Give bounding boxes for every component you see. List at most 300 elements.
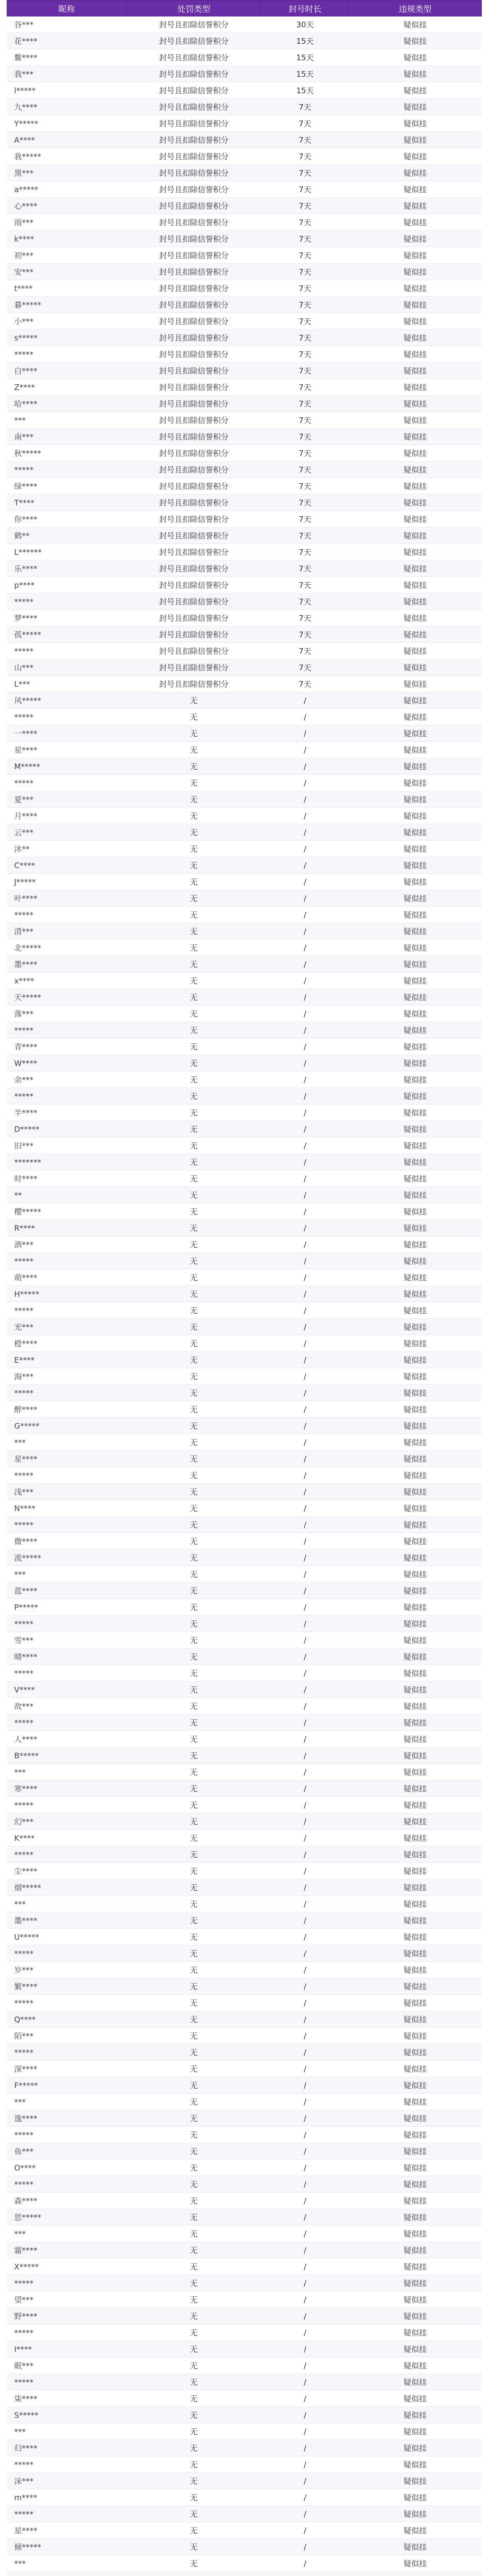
cell-nick: 光***: [7, 1319, 127, 1335]
table-row: [7, 363, 482, 379]
cell-duration: /: [262, 1500, 349, 1517]
cell-violation-type: 疑似挂: [349, 1962, 482, 1978]
cell-duration: /: [262, 2325, 349, 2341]
cell-nick: ***: [7, 1764, 127, 1781]
cell-punish-type: 无: [127, 1830, 262, 1846]
table-row: [7, 2061, 482, 2077]
cell-violation-type: 疑似挂: [349, 2077, 482, 2094]
cell-violation-type: 疑似挂: [349, 841, 482, 857]
cell-violation-type: 疑似挂: [349, 1286, 482, 1302]
cell-violation-type: 疑似挂: [349, 544, 482, 561]
cell-nick: *****: [7, 1022, 127, 1039]
cell-duration: /: [262, 2193, 349, 2209]
cell-duration: /: [262, 758, 349, 775]
table-row: [7, 396, 482, 412]
cell-duration: /: [262, 1368, 349, 1385]
table-row: [7, 2456, 482, 2473]
cell-duration: /: [262, 2011, 349, 2028]
table-row: [7, 791, 482, 808]
cell-duration: 15天: [262, 49, 349, 66]
header-punish-type: 处罚类型: [127, 1, 262, 16]
cell-punish-type: 无: [127, 1764, 262, 1781]
table-row: [7, 1418, 482, 1434]
cell-nick: [7, 2572, 127, 2576]
cell-duration: /: [262, 1797, 349, 1814]
table-row: [7, 824, 482, 841]
table-row: [7, 2077, 482, 2094]
cell-punish-type: 无: [127, 1204, 262, 1220]
cell-violation-type: 疑似挂: [349, 511, 482, 528]
cell-nick: ***: [7, 2226, 127, 2242]
cell-violation-type: 疑似挂: [349, 791, 482, 808]
cell-violation-type: 疑似挂: [349, 610, 482, 626]
cell-punish-type: 无: [127, 2308, 262, 2325]
cell-nick: 初***: [7, 247, 127, 264]
table-row: [7, 2028, 482, 2044]
cell-violation-type: 疑似挂: [349, 956, 482, 973]
table-row: [7, 1039, 482, 1055]
cell-duration: /: [262, 1814, 349, 1830]
cell-nick: *****: [7, 594, 127, 610]
table-row: [7, 2110, 482, 2127]
cell-nick: l*****: [7, 82, 127, 99]
cell-punish-type: 无: [127, 1171, 262, 1187]
cell-nick: 青****: [7, 1039, 127, 1055]
table-row: [7, 2358, 482, 2374]
cell-nick: 雨***: [7, 214, 127, 231]
table-row: [7, 1863, 482, 1879]
cell-punish-type: 无: [127, 2489, 262, 2506]
cell-nick: G*****: [7, 1418, 127, 1434]
cell-nick: *****: [7, 2176, 127, 2193]
cell-violation-type: 疑似挂: [349, 1335, 482, 1352]
table-row: [7, 478, 482, 495]
cell-nick: p****: [7, 577, 127, 594]
cell-duration: /: [262, 2094, 349, 2110]
cell-punish-type: 无: [127, 2176, 262, 2193]
cell-violation-type: 疑似挂: [349, 1978, 482, 1995]
cell-duration: /: [262, 1253, 349, 1269]
cell-duration: /: [262, 1533, 349, 1550]
table-row: [7, 2094, 482, 2110]
cell-duration: /: [262, 1566, 349, 1583]
cell-nick: x****: [7, 973, 127, 989]
cell-duration: 7天: [262, 610, 349, 626]
cell-violation-type: 疑似挂: [349, 808, 482, 824]
cell-nick: 人****: [7, 1731, 127, 1748]
table-row: [7, 643, 482, 659]
cell-nick: U*****: [7, 1929, 127, 1945]
cell-duration: /: [262, 1269, 349, 1286]
cell-nick: *****: [7, 1302, 127, 1319]
cell-duration: /: [262, 1698, 349, 1715]
cell-violation-type: 疑似挂: [349, 412, 482, 429]
cell-nick: 柒****: [7, 2391, 127, 2407]
cell-violation-type: 疑似挂: [349, 2358, 482, 2374]
cell-violation-type: 疑似挂: [349, 1187, 482, 1204]
cell-punish-type: 封号且扣除信誉积分: [127, 676, 262, 692]
cell-violation-type: 疑似挂: [349, 692, 482, 709]
cell-nick: *****: [7, 2456, 127, 2473]
cell-duration: 7天: [262, 280, 349, 297]
table-row: [7, 264, 482, 280]
cell-punish-type: 封号且扣除信誉积分: [127, 445, 262, 462]
cell-violation-type: 疑似挂: [349, 1352, 482, 1368]
table-row: [7, 445, 482, 462]
table-row: [7, 1088, 482, 1105]
cell-duration: 7天: [262, 231, 349, 247]
cell-duration: /: [262, 692, 349, 709]
cell-punish-type: 封号且扣除信誉积分: [127, 429, 262, 445]
cell-violation-type: 疑似挂: [349, 2127, 482, 2143]
cell-punish-type: 无: [127, 1434, 262, 1451]
cell-nick: 森****: [7, 2193, 127, 2209]
cell-duration: /: [262, 2110, 349, 2127]
cell-nick: 沐**: [7, 841, 127, 857]
cell-punish-type: 无: [127, 2358, 262, 2374]
cell-punish-type: 无: [127, 2110, 262, 2127]
cell-nick: **: [7, 1187, 127, 1204]
table-row: [7, 495, 482, 511]
cell-violation-type: 疑似挂: [349, 1566, 482, 1583]
cell-nick: 星****: [7, 742, 127, 758]
cell-duration: 7天: [262, 264, 349, 280]
cell-duration: /: [262, 2341, 349, 2358]
cell-violation-type: 疑似挂: [349, 297, 482, 313]
cell-nick: 夏***: [7, 791, 127, 808]
cell-violation-type: 疑似挂: [349, 264, 482, 280]
cell-punish-type: 无: [127, 940, 262, 956]
cell-punish-type: 封号且扣除信誉积分: [127, 495, 262, 511]
cell-punish-type: 无: [127, 1500, 262, 1517]
cell-nick: B*****: [7, 1748, 127, 1764]
cell-punish-type: 无: [127, 1401, 262, 1418]
cell-violation-type: 疑似挂: [349, 2555, 482, 2572]
cell-punish-type: 封号且扣除信誉积分: [127, 561, 262, 577]
cell-violation-type: 疑似挂: [349, 66, 482, 82]
table-row: [7, 1055, 482, 1072]
cell-nick: 北*****: [7, 940, 127, 956]
cell-duration: 15天: [262, 66, 349, 82]
table-row: [7, 1154, 482, 1171]
cell-duration: 15天: [262, 82, 349, 99]
cell-nick: R****: [7, 1220, 127, 1236]
cell-punish-type: 无: [127, 1269, 262, 1286]
cell-duration: /: [262, 1748, 349, 1764]
cell-punish-type: 无: [127, 1665, 262, 1682]
table-row: [7, 1517, 482, 1533]
cell-nick: S*****: [7, 2407, 127, 2424]
cell-violation-type: 疑似挂: [349, 115, 482, 132]
cell-violation-type: 疑似挂: [349, 2325, 482, 2341]
cell-violation-type: 疑似挂: [349, 1830, 482, 1846]
table-row: [7, 2127, 482, 2143]
table-row: [7, 775, 482, 791]
cell-nick: 眠***: [7, 2358, 127, 2374]
cell-duration: /: [262, 1154, 349, 1171]
cell-duration: /: [262, 1517, 349, 1533]
table-row: [7, 181, 482, 198]
cell-punish-type: 无: [127, 2209, 262, 2226]
cell-punish-type: 无: [127, 758, 262, 775]
cell-punish-type: 无: [127, 1352, 262, 1368]
table-row: [7, 2044, 482, 2061]
cell-duration: /: [262, 1599, 349, 1616]
cell-violation-type: 疑似挂: [349, 1649, 482, 1665]
cell-nick: t****: [7, 280, 127, 297]
table-row: [7, 2193, 482, 2209]
cell-violation-type: 疑似挂: [349, 577, 482, 594]
cell-nick: *****: [7, 907, 127, 923]
cell-nick: *****: [7, 709, 127, 725]
cell-violation-type: 疑似挂: [349, 1072, 482, 1088]
cell-duration: /: [262, 1088, 349, 1105]
cell-duration: /: [262, 890, 349, 907]
cell-duration: /: [262, 2028, 349, 2044]
cell-duration: /: [262, 1138, 349, 1154]
cell-violation-type: 疑似挂: [349, 2242, 482, 2259]
cell-nick: 酒***: [7, 1236, 127, 1253]
cell-punish-type: 无: [127, 2341, 262, 2358]
table-header-row: [7, 1, 482, 16]
cell-violation-type: 疑似挂: [349, 1302, 482, 1319]
cell-nick: 倾*****: [7, 2539, 127, 2555]
cell-violation-type: 疑似挂: [349, 2292, 482, 2308]
table-row: [7, 1632, 482, 1649]
cell-duration: /: [262, 1665, 349, 1682]
cell-violation-type: 疑似挂: [349, 1434, 482, 1451]
cell-duration: /: [262, 775, 349, 791]
cell-punish-type: 无: [127, 1121, 262, 1138]
table-row: [7, 82, 482, 99]
cell-duration: /: [262, 2176, 349, 2193]
cell-duration: /: [262, 808, 349, 824]
cell-punish-type: 无: [127, 1286, 262, 1302]
cell-violation-type: 疑似挂: [349, 2061, 482, 2077]
cell-nick: 沫***: [7, 2473, 127, 2489]
cell-nick: 心****: [7, 198, 127, 214]
cell-violation-type: 疑似挂: [349, 1121, 482, 1138]
cell-punish-type: 无: [127, 2539, 262, 2555]
cell-duration: /: [262, 1830, 349, 1846]
cell-nick: *****: [7, 1846, 127, 1863]
table-row: [7, 1698, 482, 1715]
cell-duration: /: [262, 2209, 349, 2226]
table-row: [7, 1731, 482, 1748]
cell-punish-type: 封号且扣除信誉积分: [127, 33, 262, 49]
cell-duration: /: [262, 725, 349, 742]
cell-punish-type: 封号且扣除信誉积分: [127, 165, 262, 181]
cell-duration: 7天: [262, 544, 349, 561]
cell-punish-type: 无: [127, 1616, 262, 1632]
cell-nick: ***: [7, 1566, 127, 1583]
cell-violation-type: 疑似挂: [349, 2275, 482, 2292]
cell-violation-type: 疑似挂: [349, 1467, 482, 1484]
cell-violation-type: 疑似挂: [349, 1319, 482, 1335]
cell-violation-type: 疑似挂: [349, 2391, 482, 2407]
cell-violation-type: 疑似挂: [349, 247, 482, 264]
cell-duration: /: [262, 1055, 349, 1072]
cell-duration: 7天: [262, 313, 349, 330]
cell-nick: 半****: [7, 1105, 127, 1121]
cell-nick: *****: [7, 2374, 127, 2391]
cell-duration: /: [262, 791, 349, 808]
cell-punish-type: 无: [127, 725, 262, 742]
cell-duration: /: [262, 1583, 349, 1599]
cell-nick: 清***: [7, 923, 127, 940]
cell-duration: /: [262, 2555, 349, 2572]
cell-duration: /: [262, 2127, 349, 2143]
cell-punish-type: 封号且扣除信誉积分: [127, 577, 262, 594]
cell-duration: /: [262, 2539, 349, 2555]
table-row: [7, 725, 482, 742]
cell-nick: 流*****: [7, 1550, 127, 1566]
cell-nick: 鱼***: [7, 2143, 127, 2160]
cell-duration: 7天: [262, 132, 349, 148]
cell-nick: 孤*****: [7, 626, 127, 643]
cell-duration: /: [262, 2374, 349, 2391]
cell-punish-type: 无: [127, 907, 262, 923]
cell-violation-type: 疑似挂: [349, 758, 482, 775]
cell-punish-type: 封号且扣除信誉积分: [127, 148, 262, 165]
cell-duration: /: [262, 1220, 349, 1236]
cell-duration: /: [262, 1616, 349, 1632]
table-row: [7, 1846, 482, 1863]
cell-duration: 7天: [262, 198, 349, 214]
cell-duration: 7天: [262, 511, 349, 528]
cell-punish-type: 无: [127, 1105, 262, 1121]
cell-punish-type: 无: [127, 1781, 262, 1797]
cell-violation-type: 疑似挂: [349, 2160, 482, 2176]
table-row: [7, 1879, 482, 1896]
cell-duration: /: [262, 2522, 349, 2539]
table-row: [7, 1896, 482, 1912]
cell-violation-type: 疑似挂: [349, 1368, 482, 1385]
cell-nick: *****: [7, 1088, 127, 1105]
cell-violation-type: 疑似挂: [349, 1896, 482, 1912]
cell-violation-type: 疑似挂: [349, 2456, 482, 2473]
cell-punish-type: 封号且扣除信誉积分: [127, 198, 262, 214]
cell-punish-type: 无: [127, 2473, 262, 2489]
cell-punish-type: 封号且扣除信誉积分: [127, 313, 262, 330]
cell-nick: 余***: [7, 1072, 127, 1088]
cell-punish-type: 无: [127, 1467, 262, 1484]
cell-violation-type: 疑似挂: [349, 1039, 482, 1055]
cell-punish-type: 无: [127, 824, 262, 841]
table-row: [7, 1599, 482, 1616]
cell-punish-type: 无: [127, 1682, 262, 1698]
table-row: [7, 626, 482, 643]
cell-violation-type: 疑似挂: [349, 1105, 482, 1121]
cell-duration: /: [262, 907, 349, 923]
cell-nick: 野****: [7, 2308, 127, 2325]
cell-duration: /: [262, 1434, 349, 1451]
table-row: [7, 462, 482, 478]
table-row: [7, 1204, 482, 1220]
cell-duration: /: [262, 1072, 349, 1088]
cell-violation-type: 疑似挂: [349, 2341, 482, 2358]
cell-punish-type: 封号且扣除信誉积分: [127, 610, 262, 626]
cell-violation-type: 疑似挂: [349, 396, 482, 412]
table-row: [7, 2160, 482, 2176]
cell-duration: /: [262, 1632, 349, 1649]
cell-punish-type: 封号且扣除信誉积分: [127, 363, 262, 379]
table-row: [7, 808, 482, 824]
cell-nick: N****: [7, 1500, 127, 1517]
cell-duration: 7天: [262, 676, 349, 692]
cell-duration: 7天: [262, 462, 349, 478]
cell-punish-type: 无: [127, 2044, 262, 2061]
table-row: [7, 1385, 482, 1401]
cell-violation-type: 疑似挂: [349, 363, 482, 379]
cell-nick: 月****: [7, 808, 127, 824]
cell-nick: C****: [7, 857, 127, 874]
cell-punish-type: 无: [127, 1978, 262, 1995]
cell-duration: 7天: [262, 247, 349, 264]
cell-violation-type: 疑似挂: [349, 198, 482, 214]
cell-nick: ***: [7, 2555, 127, 2572]
cell-nick: *****: [7, 1517, 127, 1533]
table-row: [7, 2391, 482, 2407]
table-row: [7, 1748, 482, 1764]
table-row: [7, 1335, 482, 1352]
cell-nick: 墨****: [7, 1912, 127, 1929]
cell-nick: 寒****: [7, 1781, 127, 1797]
cell-duration: 7天: [262, 445, 349, 462]
cell-nick: 我*****: [7, 148, 127, 165]
cell-duration: 7天: [262, 99, 349, 115]
cell-punish-type: 无: [127, 2242, 262, 2259]
cell-duration: /: [262, 989, 349, 1006]
cell-violation-type: 疑似挂: [349, 1781, 482, 1797]
cell-violation-type: 疑似挂: [349, 923, 482, 940]
cell-punish-type: 无: [127, 989, 262, 1006]
cell-punish-type: 封号且扣除信誉积分: [127, 478, 262, 495]
cell-violation-type: 疑似挂: [349, 181, 482, 198]
table-row: [7, 33, 482, 49]
cell-duration: /: [262, 1945, 349, 1962]
table-row: [7, 1962, 482, 1978]
table-row: [7, 2572, 482, 2576]
table-row: [7, 2374, 482, 2391]
cell-violation-type: 疑似挂: [349, 165, 482, 181]
cell-violation-type: 疑似挂: [349, 231, 482, 247]
cell-nick: *****: [7, 1385, 127, 1401]
cell-punish-type: 无: [127, 2226, 262, 2242]
cell-punish-type: 封号且扣除信誉积分: [127, 659, 262, 676]
cell-nick: *******: [7, 1154, 127, 1171]
cell-punish-type: 无: [127, 2275, 262, 2292]
cell-nick: 安***: [7, 264, 127, 280]
cell-punish-type: 无: [127, 1550, 262, 1566]
cell-violation-type: 疑似挂: [349, 1599, 482, 1616]
cell-punish-type: 无: [127, 1072, 262, 1088]
cell-nick: ***: [7, 2094, 127, 2110]
cell-punish-type: 无: [127, 742, 262, 758]
table-row: [7, 1467, 482, 1484]
cell-violation-type: 疑似挂: [349, 495, 482, 511]
cell-punish-type: 无: [127, 1797, 262, 1814]
cell-nick: *****: [7, 1715, 127, 1731]
cell-punish-type: 封号且扣除信誉积分: [127, 412, 262, 429]
cell-duration: 7天: [262, 181, 349, 198]
cell-duration: /: [262, 1121, 349, 1138]
cell-punish-type: 无: [127, 2292, 262, 2308]
cell-duration: [262, 2572, 349, 2576]
cell-duration: /: [262, 2407, 349, 2424]
cell-punish-type: 封号且扣除信誉积分: [127, 132, 262, 148]
cell-violation-type: 疑似挂: [349, 1698, 482, 1715]
